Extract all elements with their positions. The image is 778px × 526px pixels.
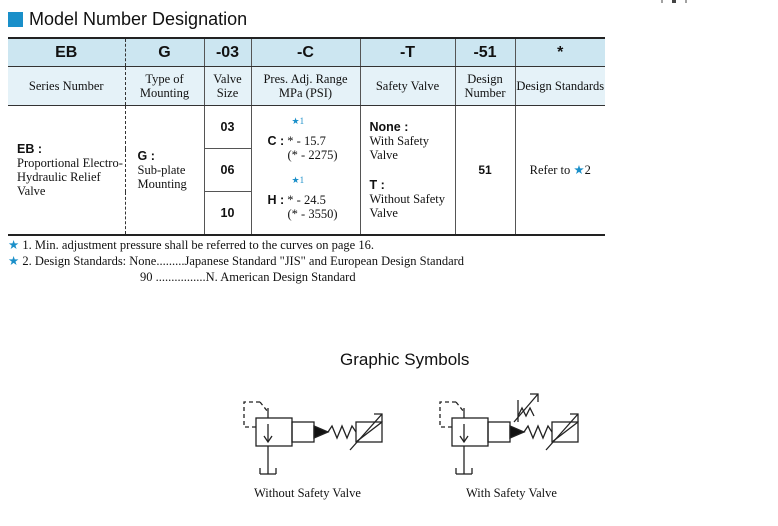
mounting-desc: Sub-plate Mounting [137,163,187,191]
caption-without: Without Safety Valve [254,486,361,500]
label-mounting: Type of Mounting [125,67,204,106]
symbol-without-safety-valve [238,390,388,480]
footnote-1 [8,237,464,253]
graphic-symbols-title: Graphic Symbols [340,350,470,369]
caption-with: With Safety Valve [466,486,557,500]
pressure-sup-c: ★1 [291,116,305,126]
label-design-number: Design Number [455,67,515,106]
design-number-cell: 51 [455,106,515,236]
pressure-sup-h: ★1 [291,175,305,185]
code-mounting: G [125,38,204,67]
footnote-2-label: 2. Design Standards: None [22,254,157,268]
footnote-1-text: 1. Min. adjustment pressure shall be referred to the curves on page 16. [22,238,374,252]
section-title [8,8,247,30]
safety-none-desc: With Safety Valve [369,134,430,162]
footnote-3-dots: ................ [155,270,206,284]
code-design-number: -51 [455,38,515,67]
footnote-3 [8,269,464,285]
label-design-standards: Design Standards [515,67,605,106]
size-06: 06 [204,149,251,192]
corner-marks [660,0,690,4]
safety-none-code: None : [369,120,409,134]
star-icon: ★ [8,238,20,252]
code-pressure: -C [251,38,360,67]
series-code: EB : [17,142,42,156]
design-standards-text: Refer to ★2 [529,163,591,177]
footnotes [8,237,464,285]
series-cell [8,106,125,236]
pressure-h-psi: (* - 3550) [287,207,338,221]
label-size: Valve Size [204,67,251,106]
label-safety: Safety Valve [360,67,455,106]
pressure-c-code: C : [267,134,285,148]
model-number-table [8,37,605,236]
series-desc: Proportional Electro-Hydraulic Relief Valve [17,156,123,198]
safety-cell [360,106,455,236]
section-title-text: Model Number Designation [29,8,248,29]
pressure-h-range: * - 24.5 [287,193,326,207]
size-03: 03 [204,106,251,149]
label-row [8,67,605,106]
pressure-h-code: H : [267,193,285,207]
pressure-cell [251,106,360,236]
size-10: 10 [204,192,251,236]
code-design-standards: * [515,38,605,67]
footnote-2 [8,253,464,269]
title-square-icon [8,12,23,27]
mounting-cell [125,106,204,236]
label-series: Series Number [8,67,125,106]
footnote-3-value: N. American Design Standard [205,270,356,284]
label-pressure: Pres. Adj. Range MPa (PSI) [251,67,360,106]
footnote-3-label: 90 [140,270,153,284]
design-standards-cell [515,106,605,236]
safety-t-desc: Without Safety Valve [369,192,446,220]
footnote-2-value: Japanese Standard "JIS" and European Design Standard [184,254,465,268]
code-safety: -T [360,38,455,67]
code-size: -03 [204,38,251,67]
symbol-with-safety-valve [434,386,584,480]
safety-t-code: T : [369,178,385,192]
pressure-c-psi: (* - 2275) [287,148,338,162]
footnote-2-dots: ......... [156,254,185,268]
mounting-code: G : [137,149,155,163]
code-row [8,38,605,67]
pressure-c-range: * - 15.7 [287,134,326,148]
body-row-1 [8,106,605,149]
code-series: EB [8,38,125,67]
star-icon: ★ [8,254,20,268]
